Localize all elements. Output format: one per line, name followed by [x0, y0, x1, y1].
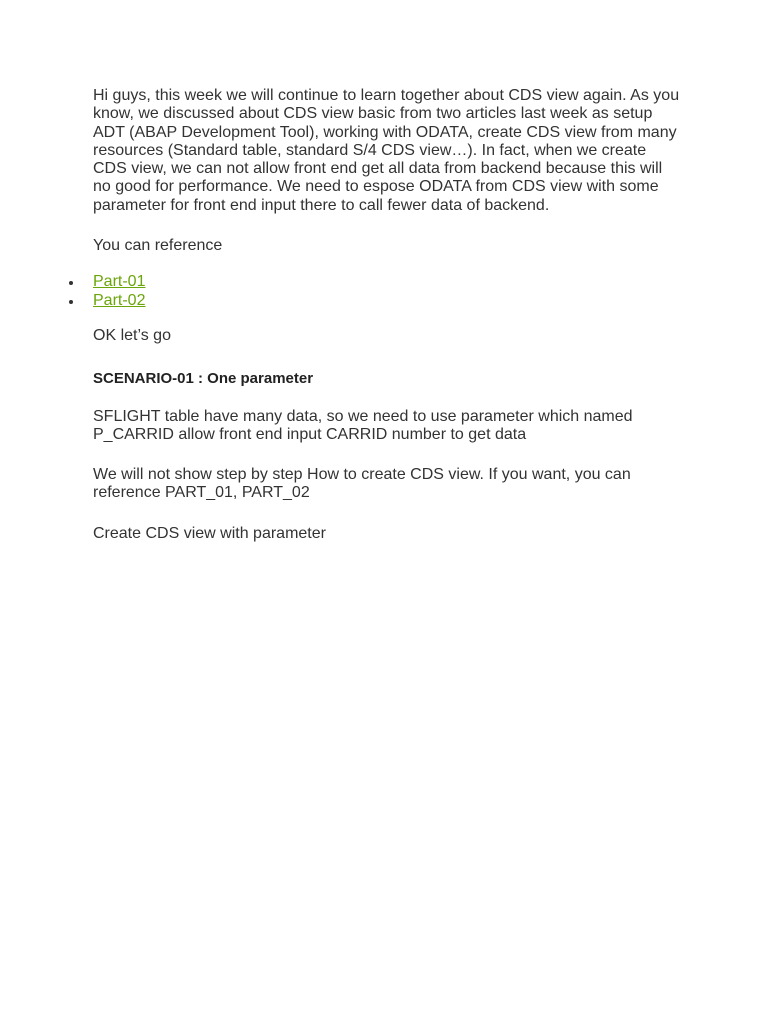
reference-links-list — [93, 273, 688, 310]
list-item — [93, 273, 688, 291]
scenario-paragraph: SFLIGHT table have many data, so we need to use parameter which named P_CARRID allow front end input CARRID number to get data — [93, 407, 633, 443]
reference-lead: You can reference — [93, 237, 223, 255]
scenario-heading: SCENARIO-01 : One parameter — [93, 370, 314, 388]
link-part-01[interactable]: Part-01 — [93, 273, 146, 291]
go-text: OK let’s go — [93, 326, 171, 344]
list-item — [93, 292, 688, 310]
step-paragraph: Create CDS view with parameter — [93, 524, 326, 542]
note-paragraph: We will not show step by step How to create CDS view. If you want, you can reference PART_01, PART_02 — [93, 466, 631, 502]
link-part-02[interactable]: Part-02 — [93, 291, 146, 309]
intro-paragraph: Hi guys, this week we will continue to learn together about CDS view again. As you know, we discussed about CDS view basic from two articles last week as setup ADT (ABAP Development Tool), working with ODATA, create CDS view from many resources (Standard table, standard S/4 CDS view…). In fact, when we create CDS view, we can not allow front end get all data from backend because this will no good for performance. We need to espose ODATA from CDS view with some parameter for front end input there to call fewer data of backend. — [93, 87, 680, 214]
